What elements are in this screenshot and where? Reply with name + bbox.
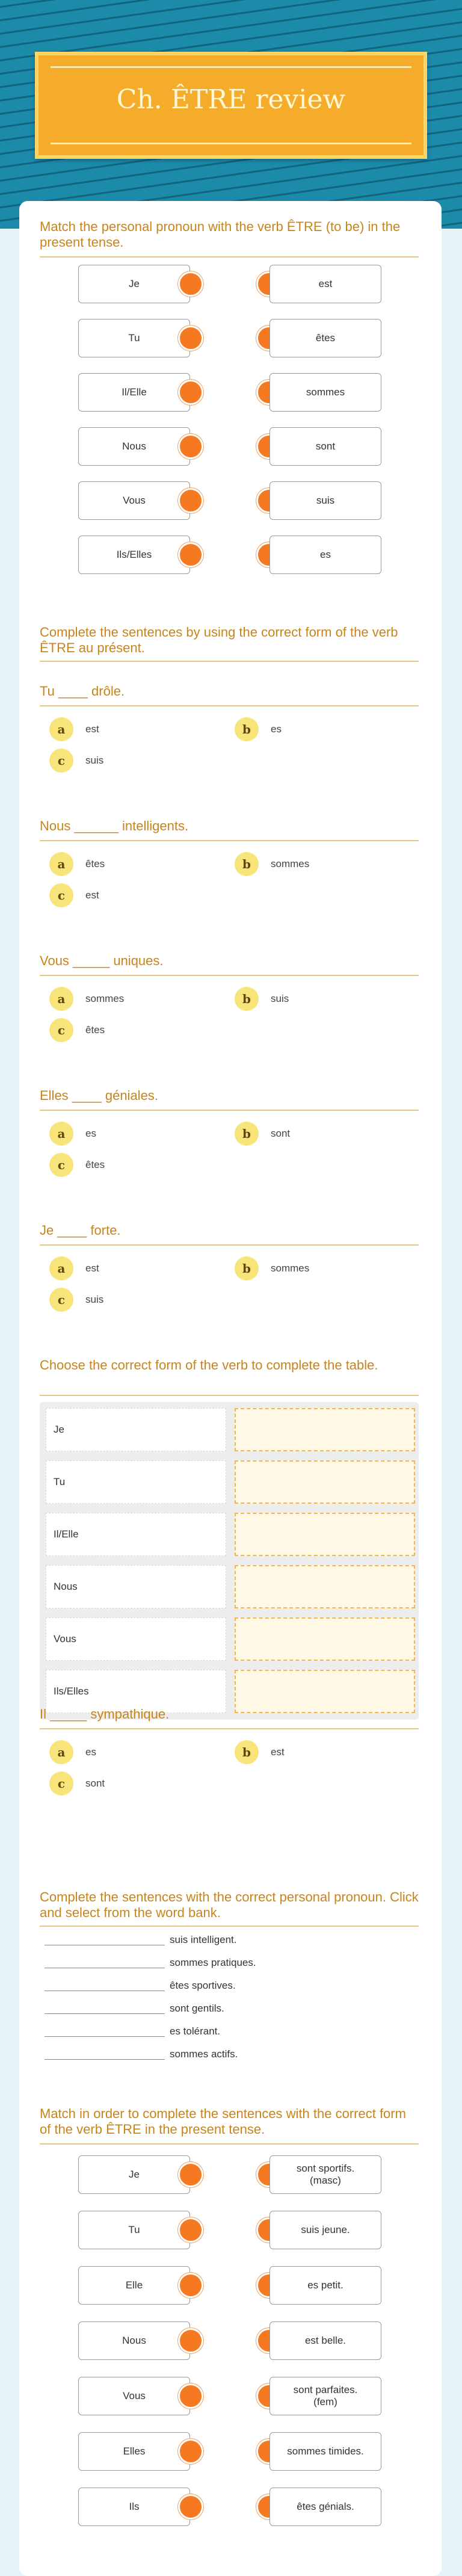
q2-divider: [40, 661, 419, 662]
q2-prompt: Tu ____ drôle.: [40, 684, 125, 699]
q1-right-item[interactable]: suis: [270, 481, 381, 520]
q3-option-a-label[interactable]: êtes: [85, 858, 105, 869]
q4-option-b-label[interactable]: suis: [271, 993, 289, 1004]
q1-left-item[interactable]: Nous: [78, 427, 190, 466]
q1-left-item[interactable]: Tu: [78, 319, 190, 357]
q2-title: Complete the sentences by using the correct form of the verb ÊTRE au présent.: [40, 625, 398, 655]
q3-option-b-badge[interactable]: b: [235, 852, 259, 876]
q10-right-item[interactable]: sommes timides.: [270, 2432, 381, 2471]
q5-prompt: Elles ____ géniales.: [40, 1088, 158, 1103]
q2-option-c-badge[interactable]: c: [49, 749, 73, 773]
q1-right-item[interactable]: es: [270, 536, 381, 574]
q3-option-a-badge[interactable]: a: [49, 852, 73, 876]
table-drop-zone[interactable]: [235, 1460, 415, 1504]
q7-divider: [40, 1395, 419, 1396]
q6-option-a-label[interactable]: est: [85, 1262, 99, 1274]
q10-left-connector[interactable]: [178, 2439, 203, 2464]
q8-option-a-label[interactable]: es: [85, 1746, 96, 1758]
q6-option-c-badge[interactable]: c: [49, 1288, 73, 1312]
q6-option-b-label[interactable]: sommes: [271, 1262, 310, 1274]
q4-option-c-badge[interactable]: c: [49, 1018, 73, 1042]
q1-left-item[interactable]: Vous: [78, 481, 190, 520]
q1-left-item[interactable]: Je: [78, 265, 190, 303]
pronoun-blank[interactable]: [45, 2036, 165, 2037]
q10-left-connector[interactable]: [178, 2494, 203, 2519]
q5-option-a-badge[interactable]: a: [49, 1122, 73, 1146]
table-row-label: Tu: [46, 1460, 226, 1504]
q1-left-connector[interactable]: [178, 434, 203, 459]
table-row-label: Nous: [46, 1565, 226, 1608]
q8-option-b-badge[interactable]: b: [235, 1740, 259, 1764]
q5-option-a-label[interactable]: es: [85, 1128, 96, 1139]
sentence-text: êtes sportives.: [170, 1980, 236, 1991]
q10-right-item[interactable]: suis jeune.: [270, 2211, 381, 2249]
q5-divider: [40, 1110, 419, 1111]
q8-option-c-badge[interactable]: c: [49, 1771, 73, 1796]
table-row-label: Il/Elle: [46, 1513, 226, 1556]
q6-option-c-label[interactable]: suis: [85, 1294, 104, 1305]
q10-left-item[interactable]: Je: [78, 2155, 190, 2194]
title-banner: [35, 52, 427, 159]
table-drop-zone[interactable]: [235, 1565, 415, 1608]
q5-option-b-badge[interactable]: b: [235, 1122, 259, 1146]
q10-left-item[interactable]: Elles: [78, 2432, 190, 2471]
q4-option-a-label[interactable]: sommes: [85, 993, 125, 1004]
q4-option-b-badge[interactable]: b: [235, 987, 259, 1011]
q1-right-item[interactable]: sommes: [270, 373, 381, 412]
q10-right-item[interactable]: êtes génials.: [270, 2488, 381, 2526]
q1-right-item[interactable]: sont: [270, 427, 381, 466]
table-row-label: Vous: [46, 1617, 226, 1661]
sentence-text: sommes pratiques.: [170, 1957, 256, 1968]
q1-left-item[interactable]: Ils/Elles: [78, 536, 190, 574]
sentence-text: sommes actifs.: [170, 2048, 238, 2060]
q2-option-a-label[interactable]: est: [85, 723, 99, 735]
q1-left-connector[interactable]: [178, 326, 203, 351]
q9-divider: [40, 1926, 419, 1927]
q10-right-item[interactable]: sont sportifs. (masc): [270, 2155, 381, 2194]
q6-option-a-badge[interactable]: a: [49, 1256, 73, 1280]
q10-left-connector[interactable]: [178, 2217, 203, 2243]
q10-left-connector[interactable]: [178, 2162, 203, 2187]
table-drop-zone[interactable]: [235, 1617, 415, 1661]
q4-divider: [40, 975, 419, 976]
q6-prompt: Je ____ forte.: [40, 1223, 121, 1238]
q1-left-item[interactable]: Il/Elle: [78, 373, 190, 412]
q7-title: Choose the correct form of the verb to complete the table.: [40, 1357, 378, 1373]
q1-divider: [40, 256, 419, 258]
table-drop-zone[interactable]: [235, 1513, 415, 1556]
q10-right-item[interactable]: est belle.: [270, 2321, 381, 2360]
table-row-label: Je: [46, 1408, 226, 1451]
q6-option-b-badge[interactable]: b: [235, 1256, 259, 1280]
q8-prompt: Il _____ sympathique.: [40, 1707, 170, 1722]
q4-option-a-badge[interactable]: a: [49, 987, 73, 1011]
q1-left-connector[interactable]: [178, 380, 203, 405]
q10-right-item[interactable]: sont parfaites. (fem): [270, 2377, 381, 2415]
q8-divider: [40, 1728, 419, 1729]
table-drop-zone[interactable]: [235, 1408, 415, 1451]
q9-title: Complete the sentences with the correct personal pronoun. Click and select from the word bank.: [40, 1889, 419, 1920]
pronoun-blank[interactable]: [45, 2059, 165, 2060]
q2-option-a-badge[interactable]: a: [49, 717, 73, 741]
pronoun-blank[interactable]: [45, 2013, 165, 2014]
q3-option-b-label[interactable]: sommes: [271, 858, 310, 869]
q10-left-connector[interactable]: [178, 2273, 203, 2298]
q10-left-item[interactable]: Elle: [78, 2266, 190, 2305]
q4-option-c-label[interactable]: êtes: [85, 1024, 105, 1036]
sentence-text: es tolérant.: [170, 2025, 221, 2037]
q1-title: Match the personal pronoun with the verb ÊTRE (to be) in the present tense.: [40, 219, 401, 250]
q10-left-item[interactable]: Ils: [78, 2488, 190, 2526]
q5-option-c-badge[interactable]: c: [49, 1153, 73, 1177]
q3-option-c-label[interactable]: est: [85, 889, 99, 901]
q10-divider: [40, 2143, 419, 2145]
q3-divider: [40, 840, 419, 841]
q10-left-connector[interactable]: [178, 2328, 203, 2353]
table-row-label: Ils/Elles: [46, 1670, 226, 1713]
q10-left-item[interactable]: Vous: [78, 2377, 190, 2415]
q10-left-item[interactable]: Nous: [78, 2321, 190, 2360]
q4-prompt: Vous _____ uniques.: [40, 953, 164, 968]
sentence-text: sont gentils.: [170, 2003, 224, 2014]
q10-right-item[interactable]: es petit.: [270, 2266, 381, 2305]
q1-left-connector[interactable]: [178, 271, 203, 297]
q10-left-item[interactable]: Tu: [78, 2211, 190, 2249]
q2-option-b-label[interactable]: es: [271, 723, 282, 735]
page-title: Ch. ÊTRE review: [116, 84, 346, 115]
q2-prompt-divider: [40, 705, 419, 706]
q3-option-c-badge[interactable]: c: [49, 883, 73, 907]
q8-option-c-label[interactable]: sont: [85, 1778, 105, 1789]
q6-divider: [40, 1244, 419, 1246]
q5-option-b-label[interactable]: sont: [271, 1128, 291, 1139]
q1-right-item[interactable]: êtes: [270, 319, 381, 357]
q10-left-connector[interactable]: [178, 2383, 203, 2409]
q8-option-a-badge[interactable]: a: [49, 1740, 73, 1764]
q1-left-connector[interactable]: [178, 488, 203, 513]
q5-option-c-label[interactable]: êtes: [85, 1159, 105, 1170]
q1-left-connector[interactable]: [178, 542, 203, 567]
q2-option-c-label[interactable]: suis: [85, 755, 104, 766]
q2-option-b-badge[interactable]: b: [235, 717, 259, 741]
q3-prompt: Nous ______ intelligents.: [40, 818, 189, 833]
q8-option-b-label[interactable]: est: [271, 1746, 285, 1758]
q1-right-item[interactable]: est: [270, 265, 381, 303]
q10-title: Match in order to complete the sentences with the correct form of the verb ÊTRE in the present tense.: [40, 2106, 406, 2137]
sentence-text: suis intelligent.: [170, 1934, 237, 1945]
